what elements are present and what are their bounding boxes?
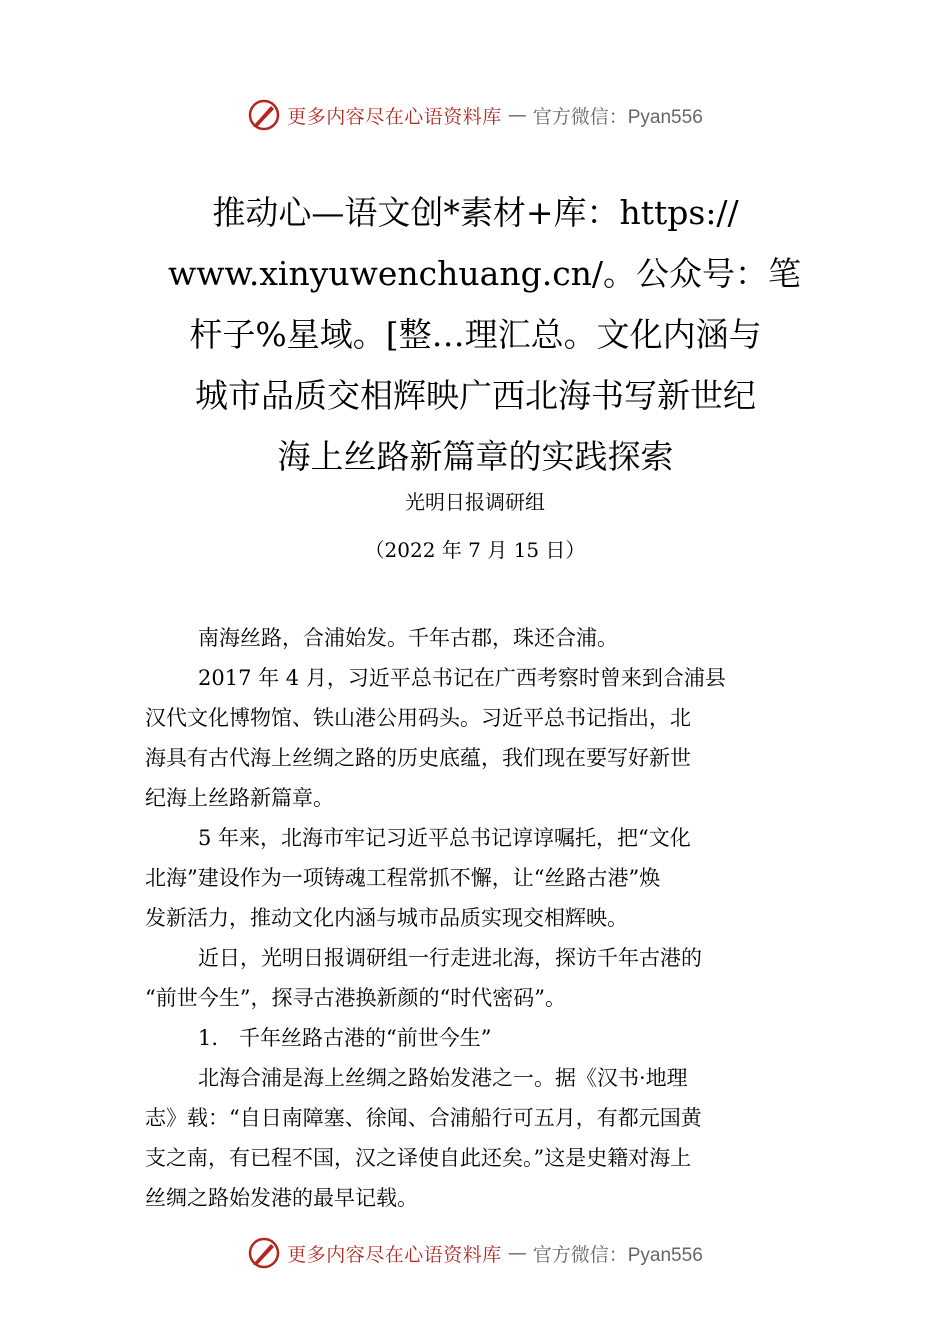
paragraph-line: 5 年来，北海市牢记习近平总书记谆谆嘱托，把“文化 (198, 826, 691, 850)
paragraph-line: 1. 千年丝路古港的“前世今生” (198, 1026, 492, 1050)
date-line: （2022 年 7 月 15 日） (364, 538, 586, 562)
title-line: 海上丝路新篇章的实践探索 (277, 437, 674, 476)
banner-dash: — (507, 1242, 527, 1264)
paragraph-line: 纪海上丝路新篇章。 (145, 786, 334, 810)
title-line: 推动心—语文创*素材+库：https:// (212, 193, 739, 232)
paragraph-line: 北海合浦是海上丝绸之路始发港之一。据《汉书·地理 (198, 1066, 688, 1090)
paragraph-line: “前世今生”，探寻古港换新颜的“时代密码”。 (145, 986, 566, 1010)
document-title (168, 182, 802, 487)
paragraph-line: 2017 年 4 月，习近平总书记在广西考察时曾来到合浦县 (198, 666, 726, 690)
paragraph-line: 发新活力，推动文化内涵与城市品质实现交相辉映。 (145, 906, 628, 930)
library-logo-icon (247, 98, 281, 132)
banner-wechat: 官方微信：Pyan556 (532, 106, 703, 128)
footer-banner (0, 1233, 950, 1273)
author-line: 光明日报调研组 (405, 490, 545, 514)
banner-library-name: 更多内容尽在心语资料库 (287, 105, 502, 128)
banner-content (247, 98, 703, 132)
paragraph-line: 南海丝路，合浦始发。千年古郡，珠还合浦。 (198, 626, 618, 650)
paragraph-line: 北海”建设作为一项铸魂工程常抓不懈，让“丝路古港”焕 (145, 866, 661, 890)
banner-dash: — (507, 104, 527, 126)
library-logo-icon (247, 1236, 281, 1270)
paragraph-line: 海具有古代海上丝绸之路的历史底蕴，我们现在要写好新世 (145, 746, 691, 770)
banner-library-name: 更多内容尽在心语资料库 (287, 1243, 502, 1266)
banner-content (247, 1236, 703, 1270)
title-line: 杆子%星域。[整…理汇总。文化内涵与 (189, 315, 762, 354)
paragraph-line: 汉代文化博物馆、铁山港公用码头。习近平总书记指出，北 (145, 706, 691, 730)
banner-wechat: 官方微信：Pyan556 (532, 1244, 703, 1266)
paragraph-line: 丝绸之路始发港的最早记载。 (145, 1186, 418, 1210)
paragraph-line: 近日，光明日报调研组一行走进北海，探访千年古港的 (198, 946, 702, 970)
document-body (145, 618, 807, 1218)
header-banner (0, 95, 950, 135)
title-line: www.xinyuwenchuang.cn/。公众号：笔 (168, 254, 802, 293)
paragraph-line: 志》载：“自日南障塞、徐闻、合浦船行可五月，有都元国黄 (145, 1106, 702, 1130)
paragraph-line: 支之南，有已程不国，汉之译使自此还矣。”这是史籍对海上 (145, 1146, 692, 1170)
title-line: 城市品质交相辉映广西北海书写新世纪 (195, 376, 756, 415)
